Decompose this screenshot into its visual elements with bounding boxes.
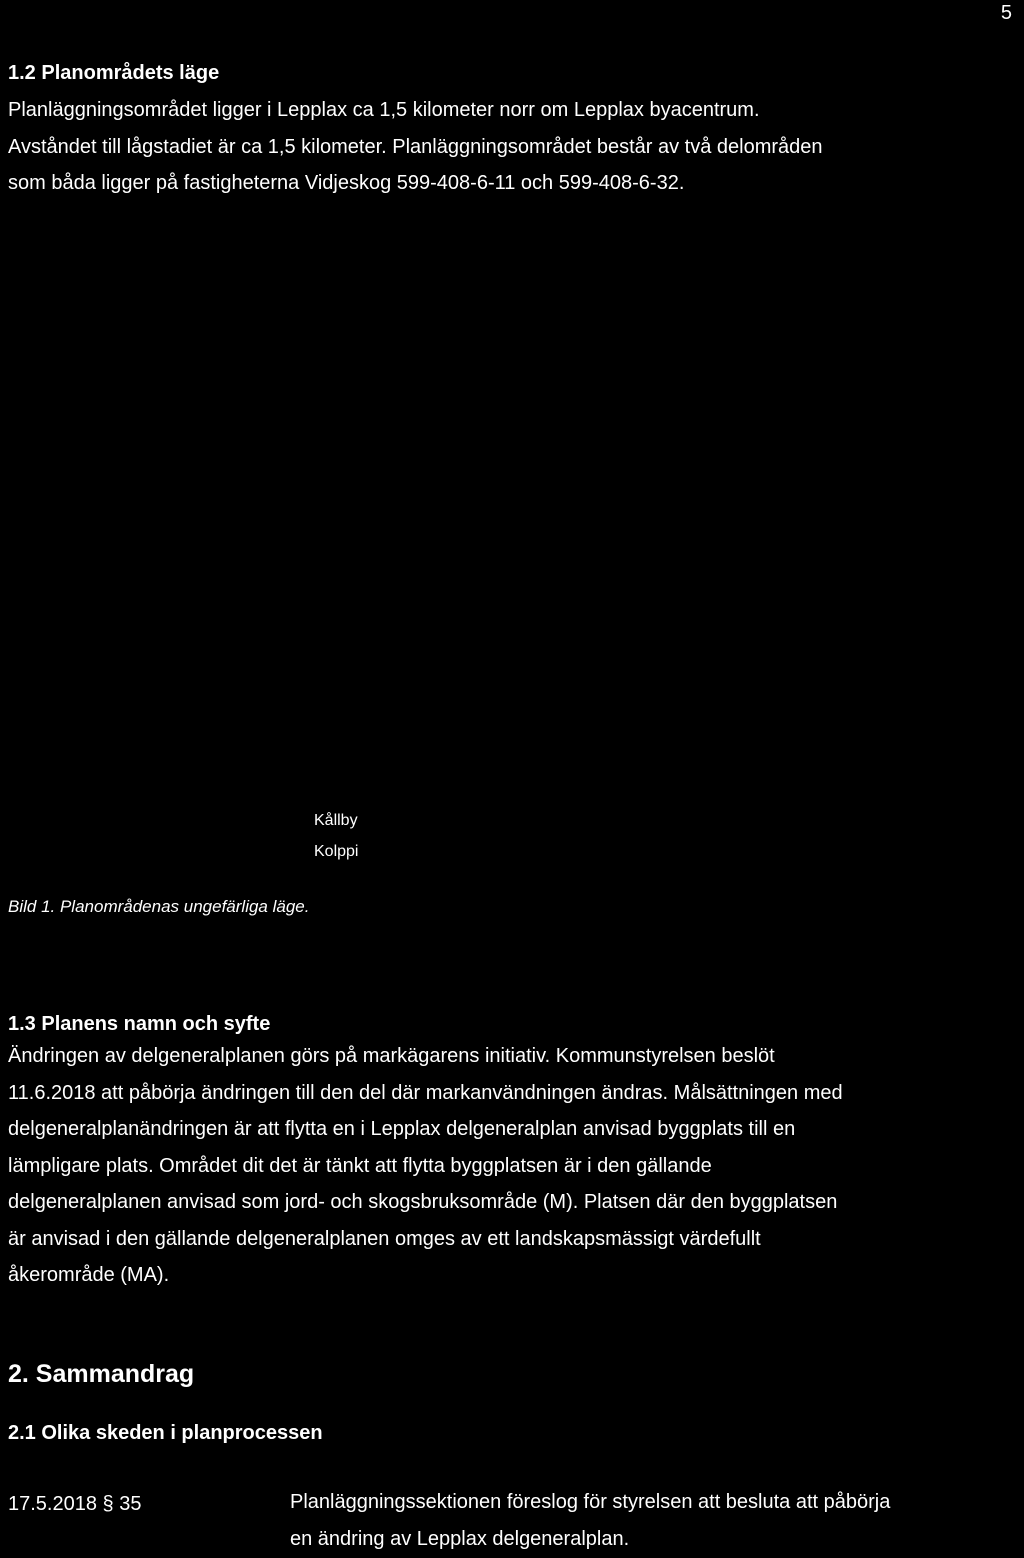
paragraph-line: åkerområde (MA). xyxy=(8,1264,170,1286)
schedule-line: Planläggningssektionen föreslog för styrelsen att besluta att påbörja xyxy=(290,1491,891,1513)
figure-caption: Bild 1. Planområdenas ungefärliga läge. xyxy=(8,897,310,916)
section-heading-olika-skeden: 2.1 Olika skeden i planprocessen xyxy=(8,1422,323,1444)
paragraph-planomradets-lage xyxy=(8,92,823,202)
section-heading-planens-namn: 1.3 Planens namn och syfte xyxy=(8,1013,271,1035)
schedule-line: en ändring av Lepplax delgeneralplan. xyxy=(290,1528,630,1550)
paragraph-line: Planläggningsområdet ligger i Lepplax ca 1,5 kilometer norr om Lepplax byacentrum. xyxy=(8,99,760,121)
paragraph-line: lämpligare plats. Området dit det är tänkt att flytta byggplatsen är i den gällande xyxy=(8,1154,712,1177)
map-label-kolppi: Kolppi xyxy=(314,843,359,860)
map-label-kallby: Kållby xyxy=(314,812,358,829)
map-image xyxy=(0,210,1024,890)
paragraph-line: delgeneralplanändringen är att flytta en i Lepplax delgeneralplan anvisad byggplats till en xyxy=(8,1118,796,1140)
section-heading-sammandrag: 2. Sammandrag xyxy=(8,1360,195,1388)
paragraph-line: 11.6.2018 att påbörja ändringen till den del där markanvändningen ändras. Målsättningen med xyxy=(8,1081,843,1104)
paragraph-line: delgeneralplanen anvisad som jord- och skogsbruksområde (M). Platsen där den byggplatsen xyxy=(8,1191,838,1213)
paragraph-line: som båda ligger på fastigheterna Vidjeskog 599-408-6-11 och 599-408-6-32. xyxy=(8,172,685,194)
paragraph-line: är anvisad i den gällande delgeneralplanen omges av ett landskapsmässigt värdefullt xyxy=(8,1227,761,1250)
paragraph-planens-namn xyxy=(8,1038,843,1294)
paragraph-line: Avståndet till lågstadiet är ca 1,5 kilometer. Planläggningsområdet består av två delområden xyxy=(8,135,823,158)
page-number: 5 xyxy=(1000,2,1012,24)
schedule-description xyxy=(290,1484,890,1558)
paragraph-line: Ändringen av delgeneralplanen görs på markägarens initiativ. Kommunstyrelsen beslöt xyxy=(8,1045,775,1067)
section-heading-planomradets-lage: 1.2 Planområdets läge xyxy=(8,62,220,84)
schedule-date: 17.5.2018 § 35 xyxy=(8,1493,142,1515)
